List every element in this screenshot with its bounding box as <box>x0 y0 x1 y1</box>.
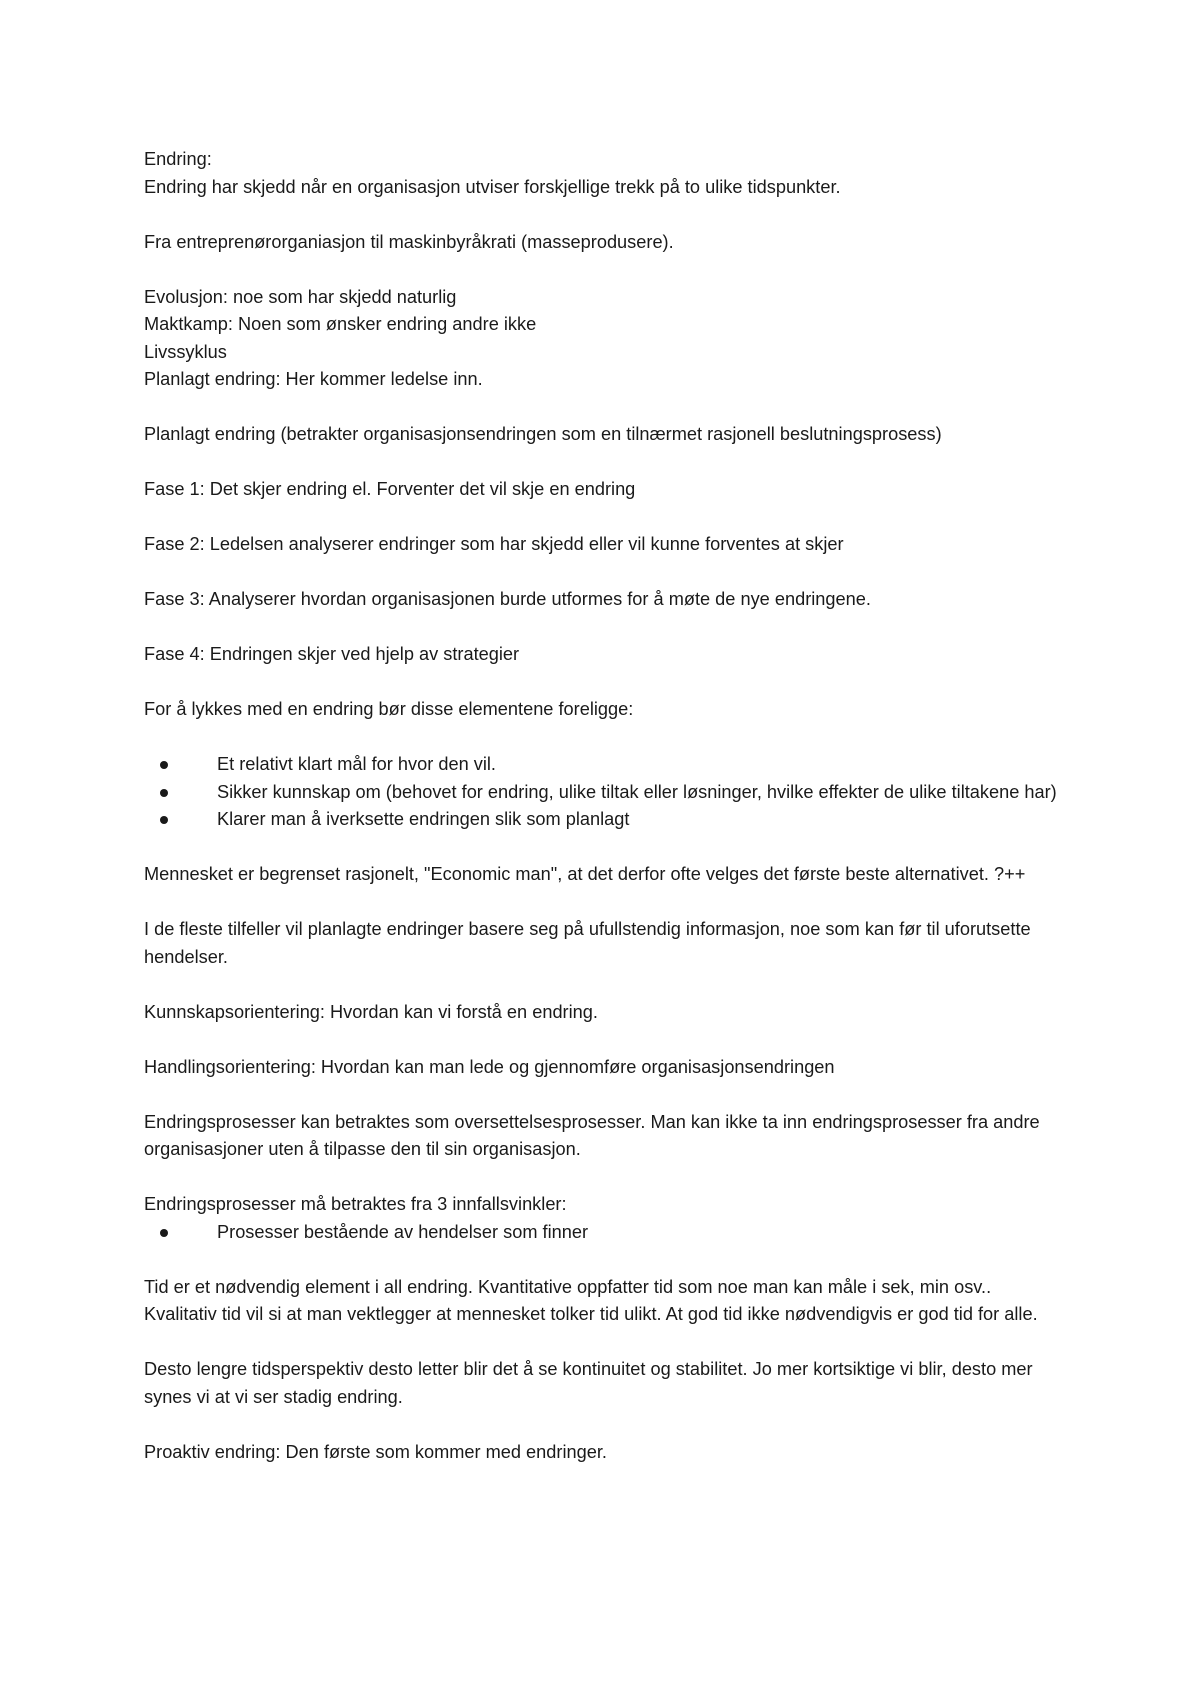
paragraph-lykkes: For å lykkes med en endring bør disse elementene foreligge: <box>144 699 634 719</box>
paragraph-evolusjon: Evolusjon: noe som har skjedd naturlig <box>144 286 457 307</box>
paragraph-proaktiv: Proaktiv endring: Den første som kommer med endringer. <box>144 1441 607 1462</box>
paragraph-fase-4: Fase 4: Endringen skjer ved hjelp av strategier <box>144 644 520 664</box>
spacer <box>144 1164 1080 1192</box>
paragraph-innfallsvinkler: Endringsprosesser må betraktes fra 3 innfallsvinkler: <box>144 1194 567 1214</box>
paragraph-fleste-tilfeller: I de fleste tilfeller vil planlagte endringer basere seg på ufullstendig informasjon, noe som kan før til uforutsette hendelser. <box>144 919 1031 967</box>
paragraph-fase-2: Fase 2: Ledelsen analyserer endringer som har skjedd eller vil kunne forventes at skjer <box>144 534 844 554</box>
list-item <box>144 1219 1080 1247</box>
paragraph-handlingsorientering: Handlingsorientering: Hvordan kan man lede og gjennomføre organisasjonsendringen <box>144 1056 835 1077</box>
spacer <box>144 1411 1080 1439</box>
spacer <box>144 449 1080 477</box>
bullet-icon <box>160 761 168 769</box>
heading-endring: Endring: <box>144 149 212 169</box>
spacer <box>144 724 1080 752</box>
paragraph-kunnskapsorientering: Kunnskapsorientering: Hvordan kan vi forstå en endring. <box>144 1001 598 1022</box>
paragraph-fra: Fra entreprenørorganiasjon til maskinbyråkrati (masseprodusere). <box>144 231 674 252</box>
paragraph-mennesket: Mennesket er begrenset rasjonelt, "Economic man", at det derfor ofte velges det første beste alternativet. ?++ <box>144 864 1026 884</box>
spacer <box>144 1026 1080 1054</box>
spacer <box>144 394 1080 422</box>
paragraph-maktkamp: Maktkamp: Noen som ønsker endring andre ikke <box>144 314 537 334</box>
spacer <box>144 614 1080 642</box>
list-item <box>144 806 1080 834</box>
spacer <box>144 971 1080 999</box>
list-item-text: Klarer man å iverksette endringen slik som planlagt <box>217 809 630 829</box>
paragraph-livssyklus: Livssyklus <box>144 341 227 362</box>
list-item-text: Prosesser bestående av hendelser som finner <box>217 1221 589 1242</box>
paragraph-fase-3: Fase 3: Analyserer hvordan organisasjonen burde utformes for å møte de nye endringene. <box>144 589 871 609</box>
spacer <box>144 1329 1080 1357</box>
paragraph-planlagt-1: Planlagt endring: Her kommer ledelse inn. <box>144 369 483 389</box>
paragraph-desto: Desto lengre tidsperspektiv desto letter blir det å se kontinuitet og stabilitet. Jo mer kortsiktige vi blir, desto mer synes vi at vi ser stadig endring. <box>144 1359 1033 1407</box>
paragraph-planlagt-2: Planlagt endring (betrakter organisasjonsendringen som en tilnærmet rasjonell beslutningsprosess) <box>144 424 942 444</box>
bullet-list-success-factors <box>144 751 1080 834</box>
spacer <box>144 1246 1080 1274</box>
list-item <box>144 751 1080 779</box>
paragraph-tid-kvalitativ: Kvalitativ tid vil si at man vektlegger at mennesket tolker tid ulikt. At god tid ikke nødvendigvis er god tid for alle. <box>144 1304 1038 1324</box>
spacer <box>144 504 1080 532</box>
spacer <box>144 889 1080 917</box>
bullet-list-perspectives <box>144 1219 1080 1247</box>
bullet-icon <box>160 816 168 824</box>
list-item-text: Et relativt klart mål for hvor den vil. <box>217 754 496 774</box>
paragraph-tid-kvantitativ: Tid er et nødvendig element i all endring. Kvantitative oppfatter tid som noe man kan måle i sek, min osv.. <box>144 1276 992 1297</box>
list-item-text: Sikker kunnskap om (behovet for endring, ulike tiltak eller løsninger, hvilke effekter de ulike tiltakene har) <box>217 781 1057 802</box>
paragraph-oversettelse: Endringsprosesser kan betraktes som oversettelsesprosesser. Man kan ikke ta inn endringsprosesser fra andre organisasjoner uten å tilpasse den til sin organisasjon. <box>144 1111 1040 1159</box>
paragraph-endring-definition: Endring har skjedd når en organisasjon utviser forskjellige trekk på to ulike tidspunkter. <box>144 176 841 197</box>
spacer <box>144 669 1080 697</box>
spacer <box>144 834 1080 862</box>
spacer <box>144 256 1080 284</box>
bullet-icon <box>160 789 168 797</box>
bullet-icon <box>160 1229 168 1237</box>
list-item <box>144 779 1080 807</box>
paragraph-fase-1: Fase 1: Det skjer endring el. Forventer det vil skje en endring <box>144 479 636 499</box>
spacer <box>144 559 1080 587</box>
spacer <box>144 1081 1080 1109</box>
spacer <box>144 201 1080 229</box>
